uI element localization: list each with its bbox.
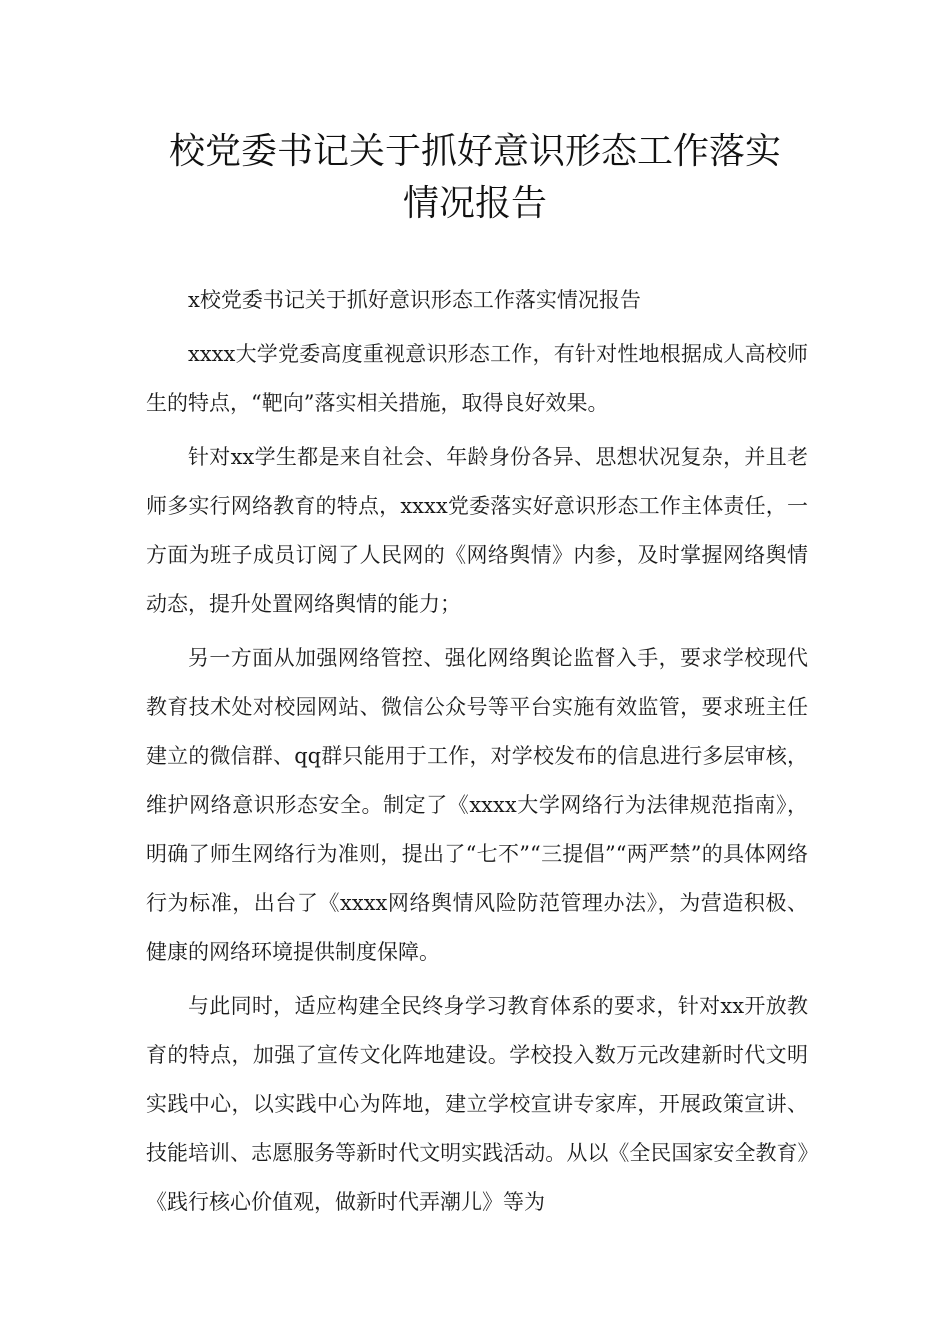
title-line-1: 校党委书记关于抓好意识形态工作落实	[168, 131, 781, 172]
paragraph-3: 另一方面从加强网络管控、强化网络舆论监督入手，要求学校现代教育技术处对校园网站、微信公众号等平台实施有效监管，要求班主任建立的微信群、qq群只能用于工作，对学校发布的信息进行多层审核，维护网络意识形态安全。制定了《xxxx大学网络行为法律规范指南》，明确了师生网络行为准则，提出了“七不”“三提倡”“两严禁”的具体网络行为标准，出台了《xxxx网络舆情风险防范管理办法》，为营造积极、健康的网络环境提供制度保障。	[146, 646, 808, 964]
paragraph-heading: x校党委书记关于抓好意识形态工作落实情况报告	[188, 288, 641, 312]
document-title	[100, 126, 850, 230]
paragraph-1: xxxx大学党委高度重视意识形态工作，有针对性地根据成人高校师生的特点，“靶向”落实相关措施，取得良好效果。	[146, 342, 808, 415]
paragraph-4: 与此同时，适应构建全民终身学习教育体系的要求，针对xx开放教育的特点，加强了宣传文化阵地建设。学校投入数万元改建新时代文明实践中心，以实践中心为阵地，建立学校宣讲专家库，开展政策宣讲、技能培训、志愿服务等新时代文明实践活动。从以《全民国家安全教育》《践行核心价值观，做新时代弄潮儿》等为	[146, 994, 808, 1214]
paragraph-2: 针对xx学生都是来自社会、年龄身份各异、思想状况复杂，并且老师多实行网络教育的特点，xxxx党委落实好意识形态工作主体责任，一方面为班子成员订阅了人民网的《网络舆情》内参，及时掌握网络舆情动态，提升处置网络舆情的能力；	[146, 445, 808, 616]
document-body	[146, 276, 808, 1227]
title-line-2: 情况报告	[402, 183, 547, 224]
